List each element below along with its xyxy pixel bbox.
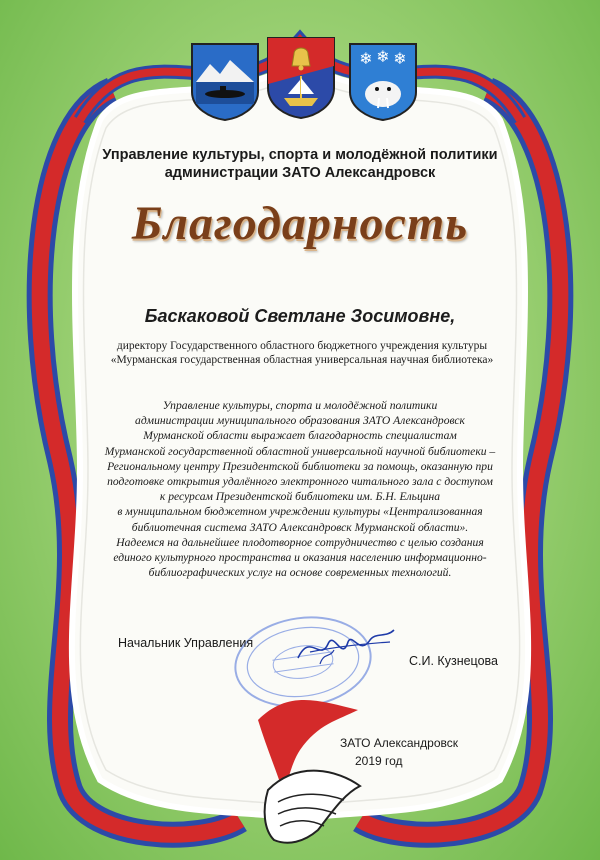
issue-year: 2019 год [355, 754, 403, 768]
svg-text:❄: ❄ [393, 49, 407, 68]
body-text [100, 398, 500, 580]
body-line: Мурманской области выражает благодарность специалистам [143, 429, 457, 443]
recipient-position [82, 339, 522, 367]
signatory-name: С.И. Кузнецова [409, 654, 498, 668]
body-line: подготовке открытия удалённого электронного читального зала с доступом [107, 475, 493, 489]
body-line: Надеемся на дальнейшее плодотворное сотрудничество с целью создания [116, 535, 484, 549]
issue-place: ЗАТО Александровск [340, 736, 458, 750]
document-title: Благодарность [131, 197, 469, 250]
position-line-1: директору Государственного областного бюджетного учреждения культуры [116, 340, 488, 352]
body-line: Региональному центру Президентской библиотеки за помощь, оказанную при [107, 459, 493, 473]
position-line-2: «Мурманская государственная областная универсальная научная библиотека» [110, 354, 494, 366]
body-line: библиотечная система ЗАТО Александровск Мурманской области». [131, 520, 469, 534]
body-line: Мурманской государственной областной универсальной научной библиотеки – [104, 444, 496, 458]
body-line: библиографических услуг на основе современных технологий. [148, 566, 452, 580]
svg-text:❄: ❄ [376, 47, 390, 66]
recipient-name: Баскаковой Светлане Зосимовне, [144, 306, 456, 326]
organization-line-2: администрации ЗАТО Александровск [164, 165, 436, 181]
organization-name [80, 146, 520, 182]
body-line: к ресурсам Президентской библиотеки им. Б.Н. Ельцина [159, 490, 441, 504]
body-line: в муниципальном бюджетном учреждении культуры «Централизованная [117, 505, 483, 519]
svg-text:❄: ❄ [359, 49, 373, 68]
body-line: администрации муниципального образования ЗАТО Александровск [135, 414, 465, 428]
organization-line-1: Управление культуры, спорта и молодёжной политики [102, 147, 498, 163]
body-line: Управление культуры, спорта и молодёжной политики [162, 399, 438, 412]
signatory-title: Начальник Управления [118, 636, 254, 650]
body-line: единого культурного пространства и оказания населению информационно- [113, 551, 487, 565]
